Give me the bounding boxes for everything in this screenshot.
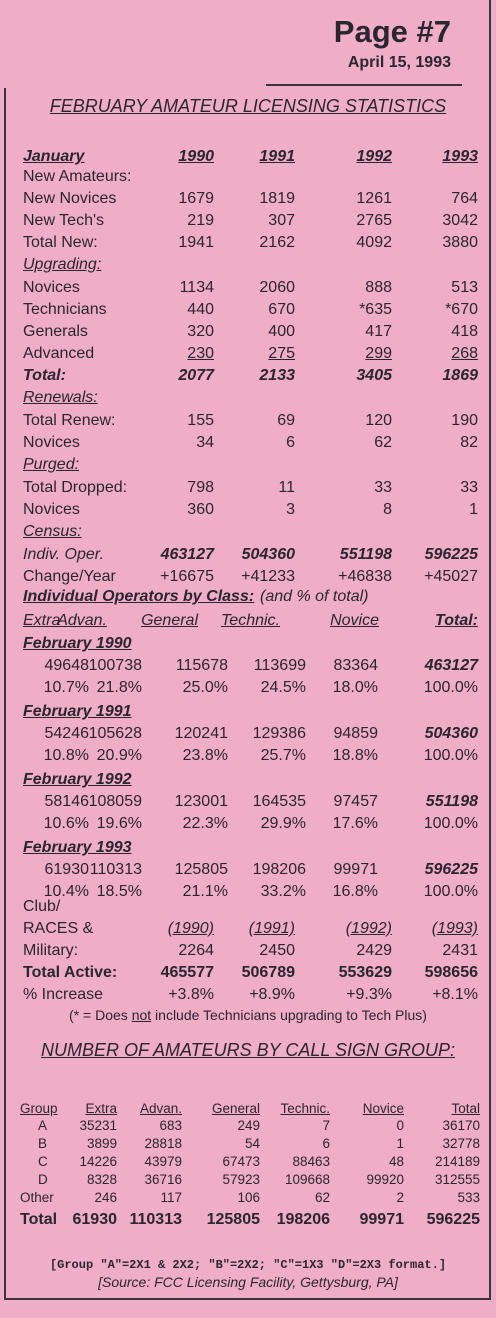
stats-row [20, 343, 480, 365]
row-value: 463127 [160, 546, 214, 563]
row-value: 3 [286, 501, 295, 518]
increase-value: +8.1% [432, 986, 478, 1003]
stats-year-1991: 1991 [259, 148, 295, 165]
row-value: 2060 [259, 279, 295, 296]
row-label: Total Renew: [23, 412, 116, 429]
total-active-label: Total Active: [23, 964, 118, 981]
source-note: [Source: FCC Licensing Facility, Gettysburg, PA] [98, 1274, 398, 1290]
row-value: 190 [451, 412, 478, 429]
club-label: Military: [23, 942, 79, 959]
year-counts-row [20, 859, 480, 881]
row-label: Total Dropped: [23, 479, 128, 496]
pct: 100.0% [423, 679, 478, 696]
row-label: Renewals: [23, 389, 98, 406]
year-counts-row [20, 723, 480, 745]
pct: 25.0% [182, 679, 228, 696]
count: 58146 [44, 793, 89, 810]
class-head: Novice [330, 612, 379, 629]
row-value: 670 [268, 301, 295, 318]
stats-year-1990: 1990 [178, 148, 214, 165]
callsign-cell: 67473 [222, 1154, 260, 1169]
row-value: 3042 [442, 212, 478, 229]
stats-year-1992: 1992 [356, 148, 392, 165]
row-value: 1134 [179, 279, 214, 296]
footnote [0, 1007, 496, 1023]
stats-row [20, 277, 480, 299]
footnote-part: (* = Does [69, 1007, 132, 1023]
footnote-emphasis: not [131, 1007, 152, 1023]
callsign-cell: 214189 [434, 1154, 480, 1169]
callsign-cell: Total [451, 1101, 480, 1116]
count: 99971 [333, 861, 378, 878]
callsign-cell: 249 [237, 1118, 260, 1133]
row-value: 2162 [259, 234, 295, 251]
row-value: *670 [445, 301, 478, 318]
total-active-value: 506789 [241, 964, 295, 981]
year-label-row [20, 633, 480, 655]
callsign-cell: 246 [94, 1190, 117, 1205]
pct: 29.9% [260, 815, 306, 832]
callsign-cell: Group [20, 1101, 58, 1116]
callsign-cell: 6 [322, 1136, 330, 1151]
increase-value: +9.3% [346, 986, 392, 1003]
stats-row [20, 188, 480, 210]
club-row-2 [20, 918, 480, 940]
row-value: +41233 [241, 568, 295, 585]
class-title: Individual Operators by Class: [23, 588, 255, 605]
count: 94859 [333, 725, 378, 742]
count: 100738 [88, 657, 142, 674]
count: 504360 [424, 725, 478, 742]
year-label-row [20, 769, 480, 791]
pct: 21.8% [96, 679, 142, 696]
count: 123001 [174, 793, 228, 810]
count: 125805 [174, 861, 228, 878]
callsign-data-row [20, 1189, 484, 1206]
callsign-cell: 3899 [86, 1136, 117, 1151]
stats-year-1993: 1993 [442, 148, 478, 165]
stats-row [20, 254, 480, 276]
row-label: Indiv. Oper. [23, 546, 104, 563]
callsign-cell: 32778 [442, 1136, 480, 1151]
club-value: 2429 [356, 942, 392, 959]
count: 113699 [253, 657, 306, 674]
class-head: Advan. [57, 612, 107, 629]
pct: 21.1% [182, 883, 228, 900]
callsign-cell: 35231 [79, 1118, 117, 1133]
pct: 10.4% [43, 883, 89, 900]
total-active-value: 598656 [424, 964, 478, 981]
row-value: 320 [187, 323, 214, 340]
row-value: 417 [365, 323, 392, 340]
pct: 10.8% [43, 747, 89, 764]
callsign-cell: 61930 [72, 1211, 117, 1228]
group-format-note: [Group "A"=2X1 & 2X2; "B"=2X2; "C"=1X3 "D"=2X3 format.] [49, 1258, 447, 1272]
callsign-cell: 0 [396, 1118, 404, 1133]
callsign-data-row [20, 1171, 484, 1188]
row-label: Novices [23, 501, 80, 518]
pct: 19.6% [96, 815, 142, 832]
row-value: +46838 [338, 568, 392, 585]
row-value: 1819 [259, 190, 295, 207]
stats-row [20, 432, 480, 454]
club-year: (1990) [167, 920, 214, 937]
callsign-cell: 106 [237, 1190, 260, 1205]
count: 129386 [252, 725, 306, 742]
pct: 100.0% [423, 747, 478, 764]
row-value: 418 [451, 323, 478, 340]
callsign-cell: 198206 [276, 1211, 330, 1228]
club-row-1 [20, 896, 480, 918]
row-value: +45027 [424, 568, 478, 585]
row-value: 299 [365, 345, 392, 362]
row-label: Census: [23, 523, 82, 540]
row-label: Upgrading: [23, 256, 102, 273]
year-counts-row [20, 655, 480, 677]
row-value: 11 [278, 479, 295, 496]
total-active-row [20, 962, 480, 984]
callsign-cell: Extra [85, 1101, 117, 1116]
row-value: 268 [451, 345, 478, 362]
callsign-cell: 109668 [284, 1172, 330, 1187]
row-value: 764 [451, 190, 478, 207]
increase-label: % Increase [23, 986, 104, 1003]
stats-row [20, 410, 480, 432]
pct: 18.5% [96, 883, 142, 900]
stats-row [20, 166, 480, 188]
row-label: Purged: [23, 456, 80, 473]
count: 115678 [175, 657, 228, 674]
row-value: 1 [469, 501, 478, 518]
callsign-title: NUMBER OF AMATEURS BY CALL SIGN GROUP: [40, 1040, 456, 1060]
pct: 17.6% [332, 815, 378, 832]
club-year: (1993) [431, 920, 478, 937]
callsign-data-row [20, 1153, 484, 1170]
count: 61930 [44, 861, 89, 878]
callsign-cell: 62 [314, 1190, 330, 1205]
count: 120241 [174, 725, 228, 742]
row-value: 1941 [178, 234, 214, 251]
total-active-value: 465577 [160, 964, 214, 981]
row-value: 34 [196, 434, 214, 451]
bottom-border [4, 1298, 491, 1300]
callsign-cell: Novice [362, 1101, 404, 1116]
callsign-cell: 117 [160, 1190, 182, 1205]
stats-row [20, 499, 480, 521]
row-value: 1869 [442, 367, 478, 384]
count: 164535 [252, 793, 306, 810]
pct: 16.8% [332, 883, 378, 900]
year-pcts-row [20, 677, 480, 699]
club-year: (1991) [248, 920, 295, 937]
callsign-cell: 14226 [79, 1154, 117, 1169]
callsign-cell: Total [20, 1211, 58, 1228]
row-value: 3880 [442, 234, 478, 251]
year-label: February 1992 [23, 771, 132, 788]
callsign-cell: 48 [388, 1154, 404, 1169]
callsign-cell: 36716 [144, 1172, 182, 1187]
year-label-row [20, 701, 480, 723]
stats-row [20, 299, 480, 321]
callsign-data-row [20, 1117, 484, 1134]
callsign-cell: 8328 [86, 1172, 117, 1187]
row-value: 120 [365, 412, 392, 429]
callsign-cell: Advan. [139, 1101, 182, 1116]
callsign-cell: 1 [396, 1136, 404, 1151]
row-label: Change/Year [23, 568, 116, 585]
callsign-cell: C [38, 1154, 48, 1169]
row-value: 1679 [178, 190, 214, 207]
count: 54246 [44, 725, 89, 742]
row-value: 504360 [241, 546, 295, 563]
club-label: RACES & [23, 920, 94, 937]
count: 463127 [424, 657, 478, 674]
row-value: 2765 [356, 212, 392, 229]
row-value: 33 [374, 479, 392, 496]
club-value: 2431 [442, 942, 478, 959]
callsign-cell: 99920 [366, 1172, 404, 1187]
stats-row [20, 521, 480, 543]
row-value: 513 [451, 279, 478, 296]
callsign-cell: 533 [457, 1190, 480, 1205]
callsign-cell: A [38, 1118, 48, 1133]
header-rule [266, 84, 462, 86]
callsign-cell: 36170 [442, 1118, 480, 1133]
callsign-cell: General [211, 1101, 260, 1116]
year-label-row [20, 837, 480, 859]
row-value: 307 [268, 212, 295, 229]
row-value: 275 [268, 345, 295, 362]
pct: 18.0% [332, 679, 378, 696]
callsign-cell: 2 [396, 1190, 404, 1205]
right-border [489, 0, 491, 1300]
pct: 10.7% [43, 679, 89, 696]
row-value: 230 [187, 345, 214, 362]
stats-title: FEBRUARY AMATEUR LICENSING STATISTICS [49, 96, 447, 116]
callsign-header-row [20, 1100, 484, 1117]
row-label: Total: [23, 367, 66, 384]
total-active-value: 553629 [338, 964, 392, 981]
row-value: 82 [460, 434, 478, 451]
stats-row [20, 387, 480, 409]
pct: 100.0% [423, 815, 478, 832]
pct: 23.8% [182, 747, 228, 764]
stats-header-label: January [23, 148, 85, 165]
callsign-cell: 312555 [434, 1172, 480, 1187]
callsign-cell: 88463 [292, 1154, 330, 1169]
row-label: Advanced [23, 345, 95, 362]
row-value: 888 [365, 279, 392, 296]
year-pcts-row [20, 745, 480, 767]
increase-value: +3.8% [168, 986, 214, 1003]
callsign-cell: D [38, 1172, 48, 1187]
row-value: +16675 [160, 568, 214, 585]
increase-row [20, 984, 480, 1006]
pct: 18.8% [332, 747, 378, 764]
footnote-part: include Technicians upgrading to Tech Plus) [151, 1007, 427, 1023]
class-head: General [141, 612, 198, 629]
row-value: 155 [187, 412, 214, 429]
row-label: Total New: [23, 234, 98, 251]
callsign-cell: 99971 [359, 1211, 404, 1228]
pct: 10.6% [43, 815, 89, 832]
row-value: 4092 [356, 234, 392, 251]
year-pcts-row [20, 813, 480, 835]
count: 105628 [88, 725, 142, 742]
club-value: 2450 [259, 942, 295, 959]
page-date: April 15, 1993 [347, 54, 451, 71]
club-year: (1992) [345, 920, 392, 937]
stats-row [20, 566, 480, 588]
row-label: New Novices [23, 190, 117, 207]
left-border [4, 88, 6, 1298]
row-label: Novices [23, 434, 80, 451]
year-counts-row [20, 791, 480, 813]
row-value: 33 [460, 479, 478, 496]
callsign-cell: Technic. [280, 1101, 330, 1116]
class-subtitle: (and % of total) [260, 588, 369, 605]
class-head: Total: [435, 612, 478, 629]
row-label: New Amateurs: [23, 168, 132, 185]
callsign-cell: 57923 [222, 1172, 260, 1187]
count: 198206 [252, 861, 306, 878]
callsign-cell: 7 [322, 1118, 330, 1133]
stats-row [20, 477, 480, 499]
stats-row [20, 232, 480, 254]
stats-row [20, 210, 480, 232]
stats-row [20, 321, 480, 343]
class-head: Extra [23, 612, 61, 629]
row-value: 360 [187, 501, 214, 518]
count: 49648 [44, 657, 89, 674]
row-label: Technicians [23, 301, 107, 318]
callsign-cell: 43979 [144, 1154, 182, 1169]
year-label: February 1991 [23, 703, 132, 720]
stats-header-row [20, 146, 480, 168]
page-number: Page #7 [333, 14, 451, 49]
row-value: 62 [374, 434, 392, 451]
callsign-cell: Other [20, 1190, 54, 1205]
pct: 25.7% [260, 747, 306, 764]
row-value: 1261 [356, 190, 392, 207]
pct: 33.2% [260, 883, 306, 900]
stats-row [20, 544, 480, 566]
callsign-data-row [20, 1135, 484, 1152]
callsign-cell: 28818 [144, 1136, 182, 1151]
callsign-cell: 596225 [426, 1211, 480, 1228]
pct: 100.0% [423, 883, 478, 900]
class-head: Technic. [221, 612, 280, 629]
row-value: 8 [383, 501, 392, 518]
count: 551198 [425, 793, 478, 810]
count: 83364 [333, 657, 378, 674]
row-value: 219 [187, 212, 214, 229]
callsign-cell: 110313 [129, 1211, 182, 1228]
club-label: Club/ [23, 898, 61, 915]
row-value: 798 [187, 479, 214, 496]
callsign-cell: 683 [159, 1118, 182, 1133]
row-value: 2077 [178, 367, 214, 384]
count: 596225 [424, 861, 478, 878]
club-value: 2264 [178, 942, 214, 959]
count: 97457 [333, 793, 378, 810]
pct: 20.9% [96, 747, 142, 764]
row-value: 2133 [259, 367, 295, 384]
year-label: February 1990 [23, 635, 132, 652]
row-value: 551198 [339, 546, 392, 563]
count: 108059 [88, 793, 142, 810]
class-title-row [20, 586, 480, 608]
callsign-cell: 125805 [206, 1211, 260, 1228]
year-label: February 1993 [23, 839, 132, 856]
pct: 22.3% [182, 815, 228, 832]
callsign-cell: 54 [244, 1136, 260, 1151]
row-value: *635 [359, 301, 392, 318]
increase-value: +8.9% [249, 986, 295, 1003]
row-label: Novices [23, 279, 80, 296]
count: 110313 [89, 861, 142, 878]
row-value: 400 [268, 323, 295, 340]
row-label: New Tech's [23, 212, 105, 229]
stats-row [20, 365, 480, 387]
callsign-cell: B [38, 1136, 48, 1151]
pct: 24.5% [260, 679, 306, 696]
row-value: 6 [286, 434, 295, 451]
callsign-total-row [20, 1211, 484, 1233]
class-header-row [20, 610, 480, 632]
club-row-3 [20, 940, 480, 962]
row-value: 69 [277, 412, 295, 429]
row-value: 596225 [424, 546, 478, 563]
row-value: 3405 [356, 367, 392, 384]
row-value: 440 [187, 301, 214, 318]
stats-row [20, 454, 480, 476]
row-label: Generals [23, 323, 88, 340]
